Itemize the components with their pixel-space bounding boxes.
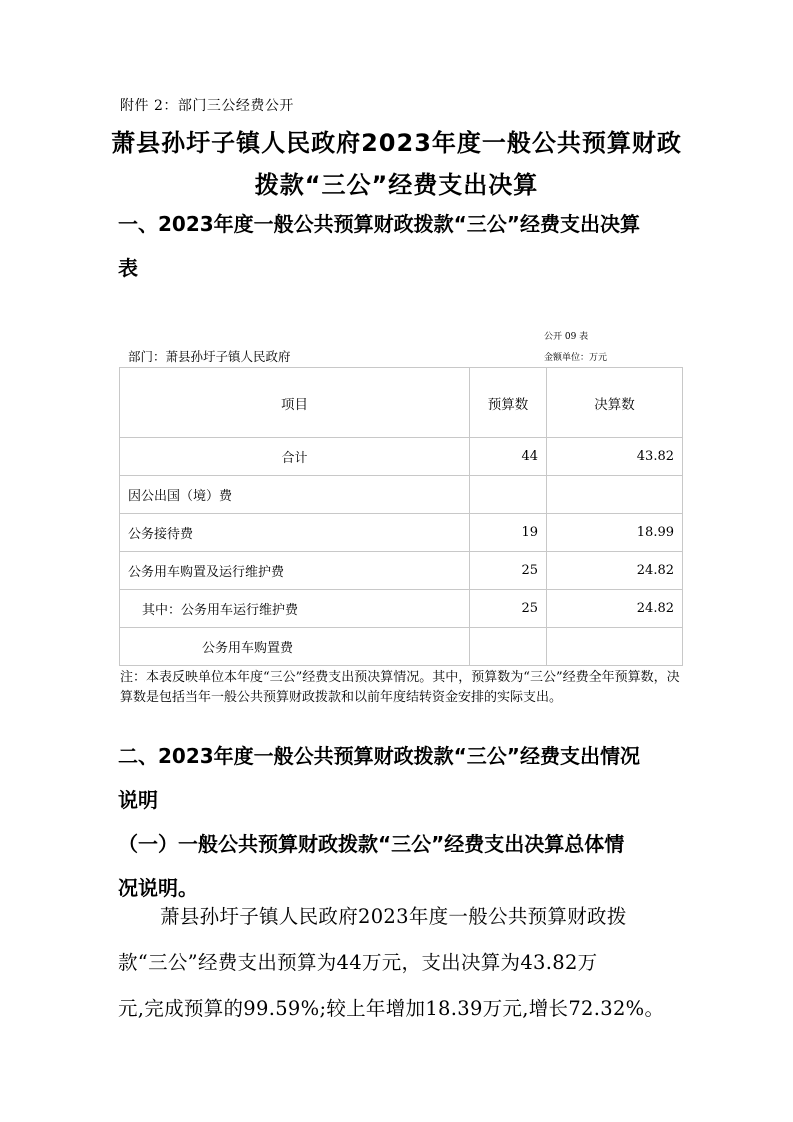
table-row [120, 552, 683, 590]
row-item: 公务接待费 [120, 514, 470, 552]
row-item: 因公出国（境）费 [120, 476, 470, 514]
document-title-line1: 萧县孙圩子镇人民政府2023年度一般公共预算财政 [111, 129, 682, 157]
section1-heading-line1: 一、2023年度一般公共预算财政拨款“三公”经费支出决算 [118, 212, 640, 236]
row-item: 合计 [120, 438, 470, 476]
table-note: 注：本表反映单位本年度“三公”经费支出预决算情况。其中，预算数为“三公”经费全年预算数，决算数是包括当年一般公共预算财政拨款和以前年度结转资金安排的实际支出。 [120, 670, 680, 705]
document-title-line2: 拨款“三公”经费支出决算 [254, 171, 539, 199]
department-label: 部门：萧县孙圩子镇人民政府 [128, 349, 291, 364]
table-code: 公开 09 表 [544, 332, 589, 342]
row-budget [470, 628, 547, 666]
budget-table [119, 367, 683, 666]
table-row [120, 628, 683, 666]
row-item: 其中：公务用车运行维护费 [120, 590, 470, 628]
section1-heading-line2: 表 [118, 256, 138, 280]
row-budget: 19 [470, 514, 547, 552]
row-actual: 18.99 [547, 514, 683, 552]
table-row [120, 476, 683, 514]
row-budget [470, 476, 547, 514]
row-item: 公务用车购置及运行维护费 [120, 552, 470, 590]
row-actual [547, 476, 683, 514]
table-row [120, 514, 683, 552]
subsection1-heading-line1: （一）一般公共预算财政拨款“三公”经费支出决算总体情 [118, 832, 625, 856]
column-header-budget: 预算数 [470, 368, 547, 438]
row-budget: 25 [470, 552, 547, 590]
body-paragraph-line1: 萧县孙圩子镇人民政府2023年度一般公共预算财政拨 [160, 905, 627, 928]
row-budget: 25 [470, 590, 547, 628]
row-actual: 43.82 [547, 438, 683, 476]
row-item: 公务用车购置费 [120, 628, 470, 666]
row-budget: 44 [470, 438, 547, 476]
attachment-label: 附件 2：部门三公经费公开 [120, 98, 294, 114]
subsection1-heading-line2: 况说明。 [118, 876, 198, 900]
body-paragraph-line2: 款“三公”经费支出预算为44万元，支出决算为43.82万 [118, 951, 598, 974]
column-header-item: 项目 [120, 368, 470, 438]
table-row [120, 438, 683, 476]
table-header-row [120, 368, 683, 438]
row-actual: 24.82 [547, 552, 683, 590]
column-header-actual: 决算数 [547, 368, 683, 438]
row-actual: 24.82 [547, 590, 683, 628]
section2-heading-line1: 二、2023年度一般公共预算财政拨款“三公”经费支出情况 [118, 744, 640, 768]
table-row [120, 590, 683, 628]
row-actual [547, 628, 683, 666]
unit-label: 金额单位：万元 [544, 353, 608, 363]
body-paragraph-line3: 元,完成预算的99.59%;较上年增加18.39万元,增长72.32%。 [118, 997, 665, 1020]
section2-heading-line2: 说明 [118, 788, 158, 812]
